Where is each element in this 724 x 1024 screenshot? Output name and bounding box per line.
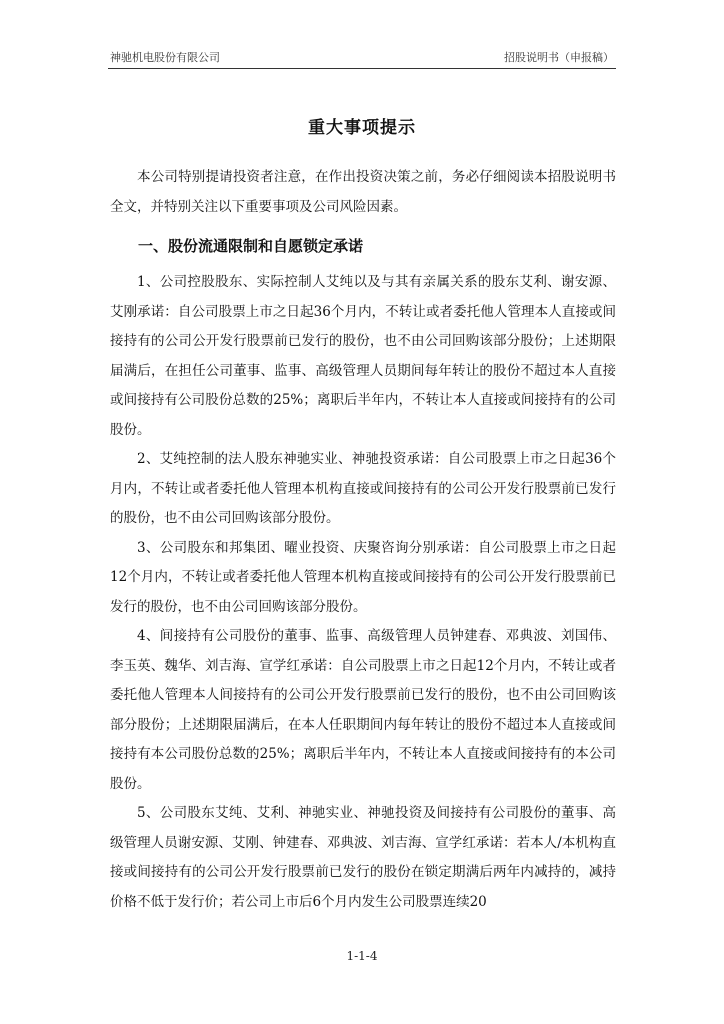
paragraph-1: 1、公司控股股东、实际控制人艾纯以及与其有亲属关系的股东艾利、谢安源、艾刚承诺：自公司股票上市之日起36个月内，不转让或者委托他人管理本人直接或间接持有的公司公开发行股票前已发行的股份，也不由公司回购该部分股份；上述期限届满后，在担任公司董事、监事、高级管理人员期间每年转让的股份不超过本人直接或间接持有公司股份总数的25%；离职后半年内，不转让本人直接或间接持有的公司股份。 — [110, 274, 616, 438]
paragraph-2: 2、艾纯控制的法人股东神驰实业、神驰投资承诺：自公司股票上市之日起36个月内，不转让或者委托他人管理本机构直接或间接持有的公司公开发行股票前已发行的股份，也不由公司回购该部分股份。 — [110, 451, 616, 526]
paragraph-3: 3、公司股东和邦集团、曜业投资、庆聚咨询分别承诺：自公司股票上市之日起12个月内，不转让或者委托他人管理本机构直接或间接持有的公司公开发行股票前已发行的股份，也不由公司回购该部分股份。 — [110, 539, 616, 615]
page-title: 重大事项提示 — [308, 118, 416, 138]
document-body — [110, 163, 616, 917]
page-header — [108, 50, 616, 69]
paragraph-5: 5、公司股东艾纯、艾利、神驰实业、神驰投资及间接持有公司股份的董事、高级管理人员谢安源、艾刚、钟建春、邓典波、刘吉海、宣学红承诺：若本人/本机构直接或间接持有的公司公开发行股票前已发行的股份在锁定期满后两年内减持的，减持价格不低于发行价；若公司上市后6个月内发生公司股票连续20 — [110, 805, 616, 910]
section-heading: 一、股份流通限制和自愿锁定承诺 — [138, 237, 364, 255]
page-number: 1-1-4 — [346, 949, 378, 963]
header-company-name: 神驰机电股份有限公司 — [110, 51, 220, 64]
paragraph-4: 4、间接持有公司股份的董事、监事、高级管理人员钟建春、邓典波、刘国伟、李玉英、魏华、刘吉海、宣学红承诺：自公司股票上市之日起12个月内，不转让或者委托他人管理本人间接持有的公司公开发行股票前已发行的股份，也不由公司回购该部分股份；上述期限届满后，在本人任职期间内每年转让的股份不超过本人直接或间接持有本公司股份总数的25%；离职后半年内，不转让本人直接或间接持有的本公司股份。 — [110, 628, 616, 792]
header-document-type: 招股说明书（申报稿） — [504, 51, 614, 64]
intro-paragraph: 本公司特别提请投资者注意，在作出投资决策之前，务必仔细阅读本招股说明书全文，并特别关注以下重要事项及公司风险因素。 — [110, 169, 616, 215]
